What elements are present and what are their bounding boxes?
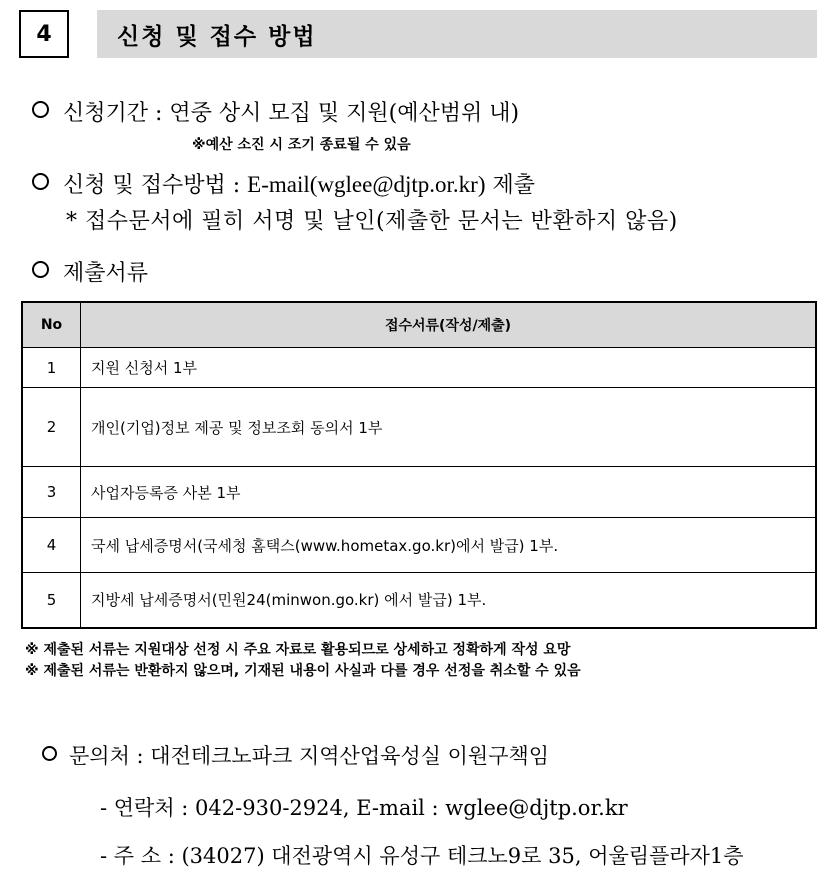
- circle-bullet-icon: [42, 746, 57, 761]
- contact-inquiry: [42, 740, 549, 770]
- row-doc: 개인(기업)정보 제공 및 정보조회 동의서 1부: [81, 388, 817, 467]
- row-no: 5: [22, 573, 81, 628]
- row-no: 2: [22, 388, 81, 467]
- row-no: 1: [22, 348, 81, 388]
- row-no: 4: [22, 518, 81, 573]
- section-number: 4: [19, 10, 69, 58]
- method-item: [32, 168, 535, 199]
- period-note: ※예산 소진 시 조기 종료될 수 있음: [192, 137, 411, 153]
- row-doc: 지원 신청서 1부: [81, 348, 817, 388]
- inquiry-text: 문의처 : 대전테크노파크 지역산업육성실 이원구책임: [69, 744, 550, 768]
- table-row: [22, 348, 816, 388]
- contact-address: - 주 소 : (34027) 대전광역시 유성구 테크노9로 35, 어울림플라자1층: [100, 844, 744, 868]
- method-suffix: 제출: [485, 173, 535, 198]
- circle-bullet-icon: [32, 261, 49, 278]
- header-doc: 접수서류(작성/제출): [81, 302, 817, 348]
- circle-bullet-icon: [32, 173, 49, 190]
- table-row: [22, 573, 816, 628]
- method-note: * 접수문서에 필히 서명 및 날인(제출한 문서는 반환하지 않음): [66, 209, 678, 234]
- period-text: 신청기간 : 연중 상시 모집 및 지원(예산범위 내): [63, 101, 520, 126]
- row-no: 3: [22, 467, 81, 518]
- circle-bullet-icon: [32, 101, 49, 118]
- contact-phone: - 연락처 : 042-930-2924, E-mail : wglee@djtp.or.kr: [100, 796, 628, 820]
- row-doc: 국세 납세증명서(국세청 홈택스(www.hometax.go.kr)에서 발급) 1부.: [81, 518, 817, 573]
- table-row: [22, 518, 816, 573]
- table-row: [22, 388, 816, 467]
- header-no: No: [22, 302, 81, 348]
- documents-table: [21, 301, 817, 629]
- row-doc: 지방세 납세증명서(민원24(minwon.go.kr) 에서 발급) 1부.: [81, 573, 817, 628]
- period-item: [32, 96, 519, 127]
- note-2: ※ 제출된 서류는 반환하지 않으며, 기재된 내용이 사실과 다를 경우 선정을 취소할 수 있음: [25, 663, 581, 679]
- section-title: 신청 및 접수 방법: [97, 10, 817, 58]
- table-header-row: [22, 302, 816, 348]
- row-doc: 사업자등록증 사본 1부: [81, 467, 817, 518]
- table-row: [22, 467, 816, 518]
- method-prefix: 신청 및 접수방법 :: [63, 173, 248, 198]
- note-1: ※ 제출된 서류는 지원대상 선정 시 주요 자료로 활용되므로 상세하고 정확하게 작성 요망: [25, 642, 571, 658]
- docs-label: 제출서류: [63, 261, 149, 286]
- method-email: E-mail(wglee@djtp.or.kr): [247, 172, 486, 197]
- docs-item: [32, 256, 148, 287]
